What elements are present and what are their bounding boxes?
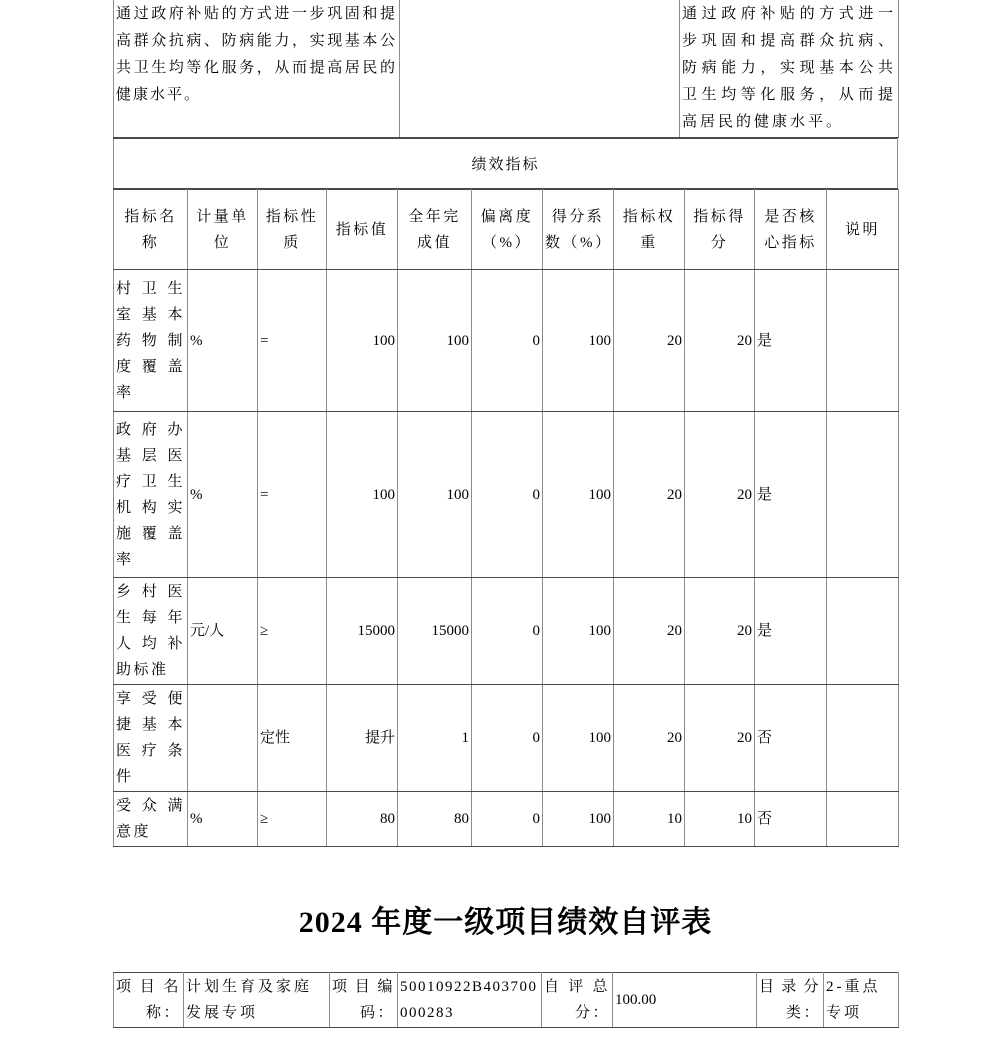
indicator-coefficient: 100 [543,792,614,847]
goal-text-middle [400,0,680,138]
indicator-nature: = [258,412,327,578]
indicator-unit [188,685,258,792]
indicator-actual: 1 [398,685,472,792]
indicator-score: 20 [685,685,755,792]
indicator-row [114,792,899,847]
indicator-unit: % [188,792,258,847]
indicator-actual: 15000 [398,578,472,685]
indicator-coefficient: 100 [543,685,614,792]
indicator-weight: 20 [614,578,685,685]
indicator-row [114,685,899,792]
indicator-score: 10 [685,792,755,847]
goal-text-left: 通过政府补贴的方式进一步巩固和提高群众抗病、防病能力，实现基本公共卫生均等化服务，从而提高居民的健康水平。 [114,0,400,138]
col-header-unit: 计量单位 [188,190,258,270]
indicator-deviation: 0 [472,685,543,792]
indicator-coefficient: 100 [543,270,614,412]
indicator-nature: ≥ [258,792,327,847]
indicator-deviation: 0 [472,412,543,578]
col-header-coefficient: 得分系数（%） [543,190,614,270]
indicator-score: 20 [685,578,755,685]
goal-text-right: 通过政府补贴的方式进一步巩固和提高群众抗病、防病能力，实现基本公共卫生均等化服务，从而提高居民的健康水平。 [680,0,899,138]
col-header-score: 指标得分 [685,190,755,270]
indicator-core: 否 [755,685,827,792]
indicator-nature: 定性 [258,685,327,792]
col-header-deviation: 偏离度（%） [472,190,543,270]
indicator-score: 20 [685,270,755,412]
indicator-core: 是 [755,412,827,578]
indicator-deviation: 0 [472,270,543,412]
col-header-note: 说明 [827,190,899,270]
indicator-nature: ≥ [258,578,327,685]
performance-indicators-band [113,138,898,189]
project-code-label: 项目编码： [330,973,398,1028]
indicator-actual: 100 [398,412,472,578]
page-title: 2024 年度一级项目绩效自评表 [298,906,713,939]
indicator-target: 提升 [327,685,398,792]
col-header-actual: 全年完成值 [398,190,472,270]
col-header-core: 是否核心指标 [755,190,827,270]
indicator-target: 15000 [327,578,398,685]
indicator-note [827,412,899,578]
indicator-weight: 10 [614,792,685,847]
indicator-coefficient: 100 [543,578,614,685]
indicator-core: 是 [755,578,827,685]
col-header-indicator-name: 指标名称 [114,190,188,270]
indicator-note [827,792,899,847]
indicators-table [113,189,899,847]
indicator-nature: = [258,270,327,412]
indicator-weight: 20 [614,412,685,578]
self-score-value: 100.00 [613,973,757,1028]
indicator-note [827,578,899,685]
indicator-target: 80 [327,792,398,847]
indicator-deviation: 0 [472,578,543,685]
indicator-row [114,412,899,578]
indicator-name: 受众满意度 [114,792,188,847]
project-info-table [113,972,899,1028]
indicator-actual: 80 [398,792,472,847]
indicator-row [114,270,899,412]
annual-goal-table [113,0,899,138]
indicator-name: 乡村医生每年人均补助标准 [114,578,188,685]
indicator-deviation: 0 [472,792,543,847]
indicator-score: 20 [685,412,755,578]
indicator-coefficient: 100 [543,412,614,578]
project-info-row [114,973,899,1028]
category-label: 目录分类： [757,973,824,1028]
indicator-target: 100 [327,412,398,578]
annual-goal-row [114,0,899,138]
indicator-note [827,685,899,792]
indicator-unit: % [188,270,258,412]
col-header-target: 指标值 [327,190,398,270]
indicator-actual: 100 [398,270,472,412]
indicator-core: 否 [755,792,827,847]
section-header-label: 绩效指标 [114,139,898,189]
project-name-label: 项目名称： [114,973,184,1028]
indicator-core: 是 [755,270,827,412]
indicator-weight: 20 [614,685,685,792]
indicator-unit: % [188,412,258,578]
indicator-name: 政府办基层医疗卫生机构实施覆盖率 [114,412,188,578]
indicators-header-row [114,190,899,270]
indicator-name: 享受便捷基本医疗条件 [114,685,188,792]
section-header-row [114,139,898,189]
project-name-value: 计划生育及家庭发展专项 [184,973,330,1028]
project-code-value: 50010922B403700000283 [398,973,542,1028]
self-score-label: 自评总分： [542,973,613,1028]
indicator-note [827,270,899,412]
indicator-weight: 20 [614,270,685,412]
indicator-unit: 元/人 [188,578,258,685]
indicator-target: 100 [327,270,398,412]
indicator-name: 村卫生室基本药物制度覆盖率 [114,270,188,412]
indicator-row [114,578,899,685]
col-header-weight: 指标权重 [614,190,685,270]
col-header-nature: 指标性质 [258,190,327,270]
category-value: 2-重点专项 [824,973,899,1028]
